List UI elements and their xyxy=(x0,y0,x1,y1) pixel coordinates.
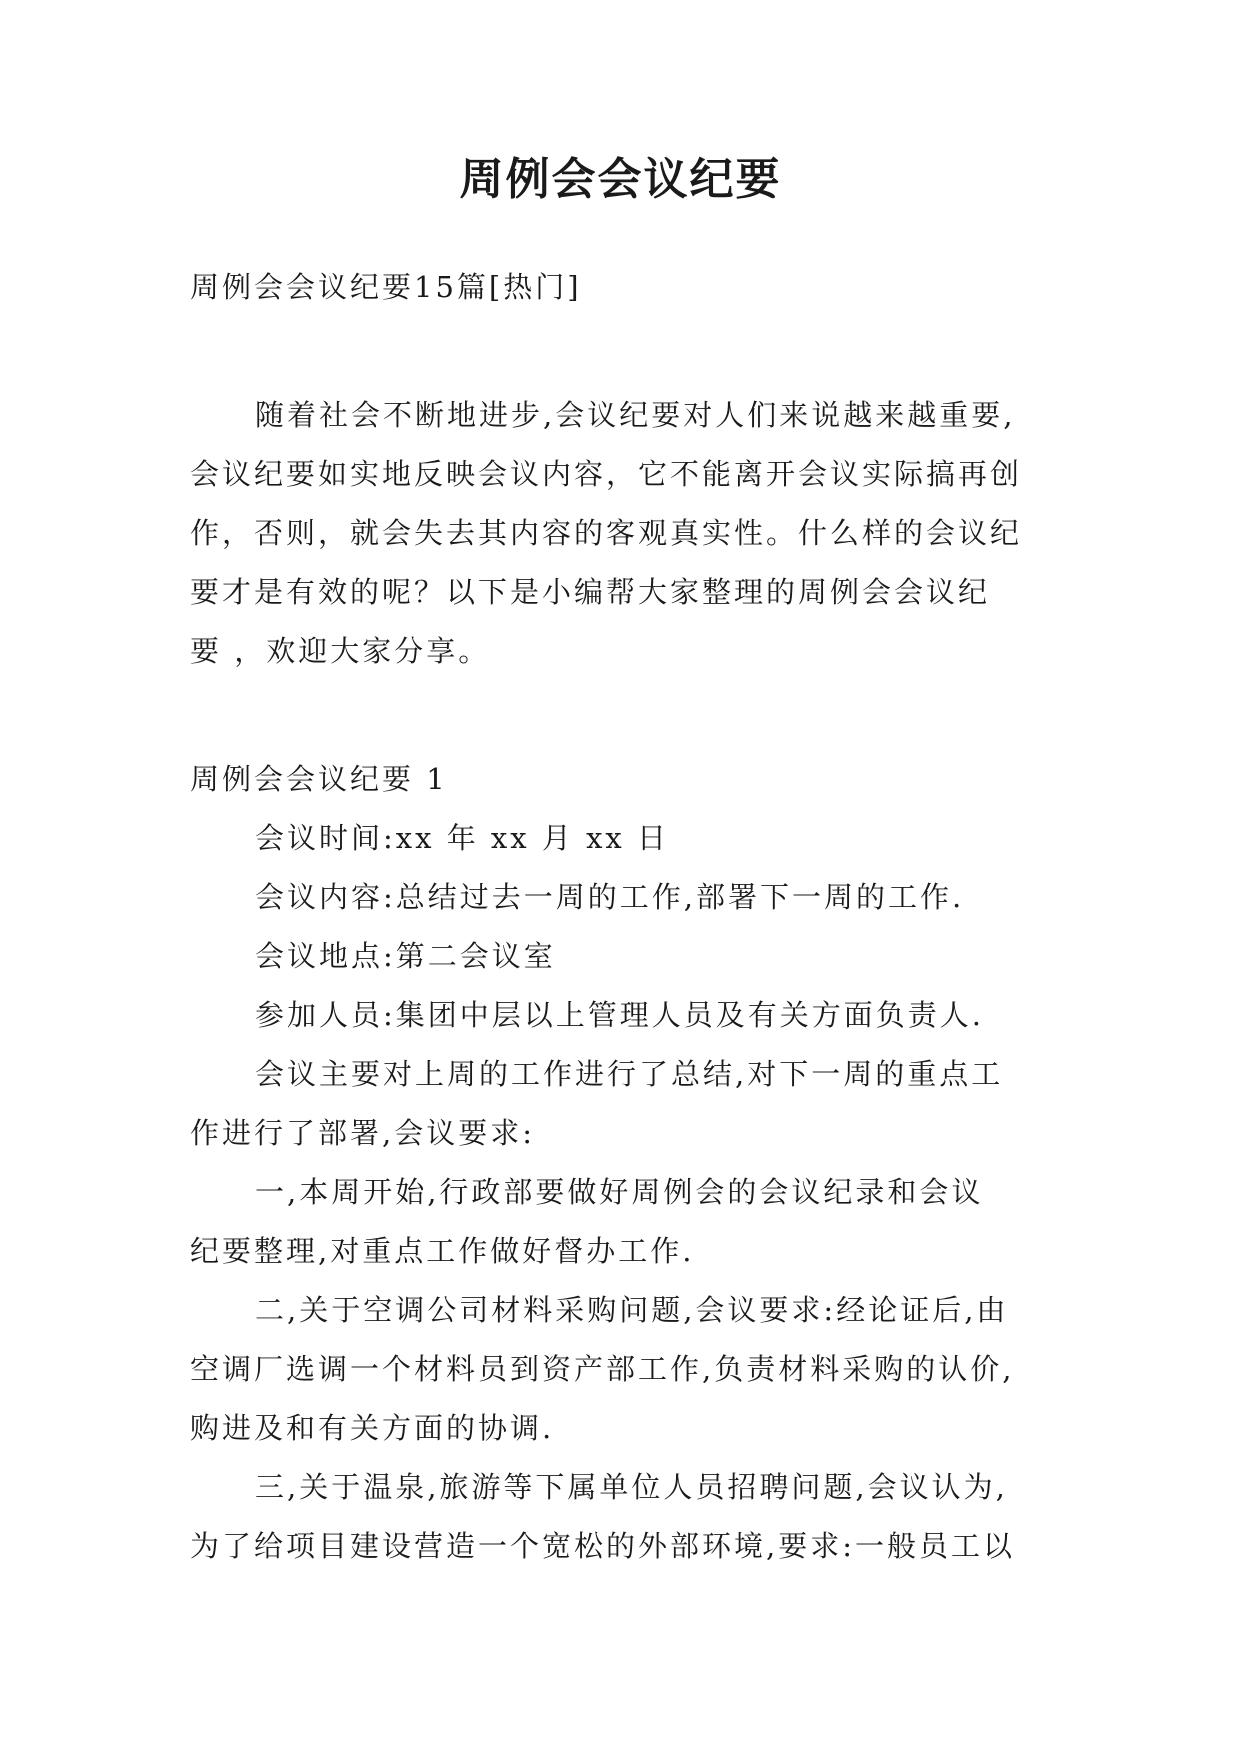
section-heading: 周例会会议纪要 1 xyxy=(190,762,448,796)
summary-line: 作进行了部署,会议要求: xyxy=(190,1116,535,1150)
item-3-line: 三,关于温泉,旅游等下属单位人员招聘问题,会议认为, xyxy=(255,1470,1008,1504)
meeting-place: 会议地点:第二会议室 xyxy=(255,939,556,973)
intro-line: 随着社会不断地进步,会议纪要对人们来说越来越重要, xyxy=(255,398,1016,432)
summary-line: 会议主要对上周的工作进行了总结,对下一周的重点工 xyxy=(255,1057,1004,1091)
item-1-line: 一,本周开始,行政部要做好周例会的会议纪录和会议 xyxy=(255,1175,984,1209)
intro-line: 要 ，欢迎大家分享。 xyxy=(190,634,491,668)
meeting-content: 会议内容:总结过去一周的工作,部署下一周的工作. xyxy=(255,880,965,914)
item-3-line: 为了给项目建设营造一个宽松的外部环境,要求:一般员工以 xyxy=(190,1529,1015,1563)
document-subtitle: 周例会会议纪要15篇[热门] xyxy=(190,270,582,304)
meeting-time: 会议时间:xx 年 xx 月 xx 日 xyxy=(255,821,669,855)
intro-line: 要才是有效的呢？以下是小编帮大家整理的周例会会议纪 xyxy=(190,575,991,609)
item-2-line: 空调厂选调一个材料员到资产部工作,负责材料采购的认价, xyxy=(190,1352,1015,1386)
meeting-attendees: 参加人员:集团中层以上管理人员及有关方面负责人. xyxy=(255,998,984,1032)
intro-line: 会议纪要如实地反映会议内容，它不能离开会议实际搞再创 xyxy=(190,457,1023,491)
intro-paragraph xyxy=(190,386,1052,681)
item-1-line: 纪要整理,对重点工作做好督办工作. xyxy=(190,1234,695,1268)
document-body xyxy=(190,258,1052,1576)
item-2-line: 二,关于空调公司材料采购问题,会议要求:经论证后,由 xyxy=(255,1293,1009,1327)
intro-line: 作，否则，就会失去其内容的客观真实性。什么样的会议纪 xyxy=(190,516,1023,550)
section-1 xyxy=(190,750,1052,1576)
item-2-line: 购进及和有关方面的协调. xyxy=(190,1411,555,1445)
document-title: 周例会会议纪要 xyxy=(459,154,782,205)
